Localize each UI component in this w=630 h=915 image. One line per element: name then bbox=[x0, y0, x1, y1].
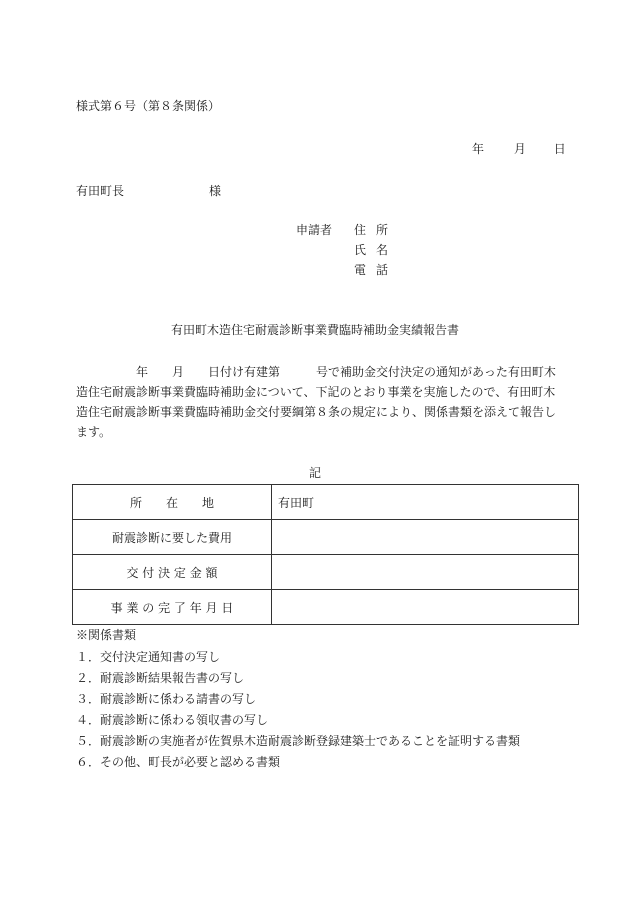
addressee bbox=[76, 183, 221, 199]
table-row bbox=[73, 520, 579, 555]
table-row bbox=[73, 555, 579, 590]
applicant-fields bbox=[354, 222, 398, 282]
list-item: ５．耐震診断の実施者が佐賀県木造耐震診断登録建築士であることを証明する書類 bbox=[76, 734, 521, 748]
row-label-cost: 耐震診断に要した費用 bbox=[73, 520, 272, 555]
row-value-location[interactable]: 有田町 bbox=[272, 485, 579, 520]
row-label-completion-date: 事 業 の 完 了 年 月 日 bbox=[73, 590, 272, 625]
body-line-3: 造住宅耐震診断事業費臨時補助金交付要綱第８条の規定により、関係書類を添えて報告し bbox=[76, 405, 557, 419]
addressee-honorific: 様 bbox=[209, 184, 222, 198]
row-value-completion-date[interactable] bbox=[272, 590, 579, 625]
list-item: ２．耐震診断結果報告書の写し bbox=[76, 671, 245, 685]
row-value-cost[interactable] bbox=[272, 520, 579, 555]
record-table bbox=[72, 484, 579, 625]
list-item: ６．その他、町長が必要と認める書類 bbox=[76, 755, 281, 769]
table-row bbox=[73, 590, 579, 625]
attachments-list bbox=[76, 649, 520, 775]
body-line-1: 年 月 日付け有建第 号で補助金交付決定の通知があった有田町木 bbox=[136, 365, 556, 379]
list-item: １．交付決定通知書の写し bbox=[76, 650, 221, 664]
applicant-phone-label: 電話 bbox=[354, 263, 399, 277]
applicant-address-label: 住所 bbox=[354, 223, 399, 237]
date-line bbox=[472, 141, 566, 157]
applicant-label: 申請者 bbox=[296, 223, 333, 237]
body-paragraph bbox=[76, 362, 560, 442]
body-line-2: 造住宅耐震診断事業費臨時補助金について、下記のとおり事業を実施したので、有田町木 bbox=[76, 385, 556, 399]
list-item: ４．耐震診断に係わる領収書の写し bbox=[76, 713, 269, 727]
row-label-grant-amount: 交 付 決 定 金 額 bbox=[73, 555, 272, 590]
applicant-name-label: 氏名 bbox=[354, 243, 399, 257]
row-label-location: 所 在 地 bbox=[73, 485, 272, 520]
ki-heading: 記 bbox=[308, 466, 321, 480]
attachments-title: ※関係書類 bbox=[76, 628, 137, 642]
date-year-label: 年 bbox=[472, 142, 485, 156]
document-title: 有田町木造住宅耐震診断事業費臨時補助金実績報告書 bbox=[170, 323, 459, 337]
date-month-label: 月 bbox=[513, 142, 526, 156]
row-value-grant-amount[interactable] bbox=[272, 555, 579, 590]
addressee-name: 有田町長 bbox=[76, 184, 125, 198]
body-line-4: ます。 bbox=[76, 425, 112, 439]
list-item: ３．耐震診断に係わる請書の写し bbox=[76, 692, 257, 706]
table-row bbox=[73, 485, 579, 520]
form-number: 様式第６号（第８条関係） bbox=[76, 99, 221, 113]
date-day-label: 日 bbox=[553, 142, 566, 156]
